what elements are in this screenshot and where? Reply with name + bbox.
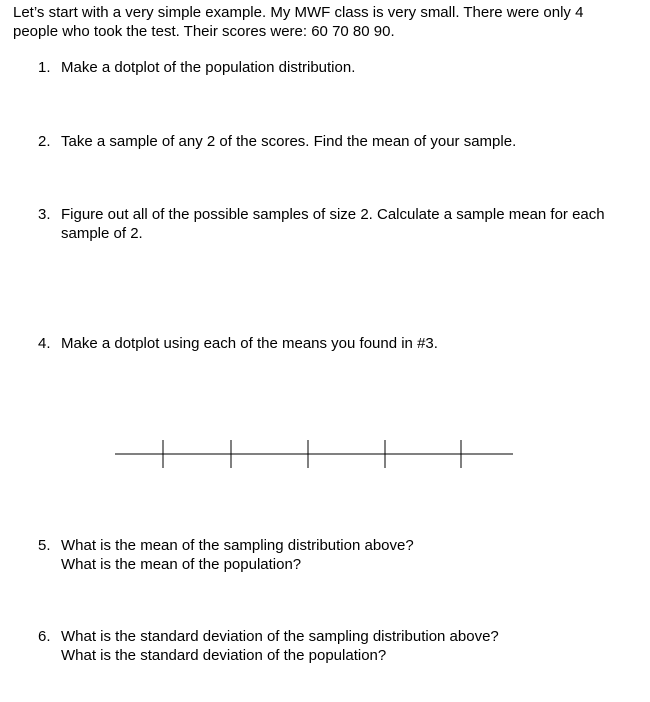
number-line <box>115 438 515 470</box>
question-number: 1. <box>38 59 51 76</box>
intro-line-1: Let’s start with a very simple example. My MWF class is very small. There were only 4 <box>13 4 584 21</box>
intro-paragraph <box>13 3 643 41</box>
question-text: What is the standard deviation of the population? <box>61 647 387 664</box>
question-number: 4. <box>38 335 51 352</box>
question-4 <box>38 334 646 353</box>
question-text: What is the standard deviation of the sampling distribution above? <box>61 628 499 645</box>
question-text: What is the mean of the population? <box>61 556 302 573</box>
question-number: 6. <box>38 628 51 645</box>
question-5 <box>38 536 646 574</box>
question-number: 2. <box>38 133 51 150</box>
question-text: sample of 2. <box>61 225 143 242</box>
question-text: Make a dotplot of the population distribution. <box>61 59 356 76</box>
question-text: What is the mean of the sampling distribution above? <box>61 537 414 554</box>
question-1 <box>38 58 646 77</box>
question-2 <box>38 132 646 151</box>
question-6 <box>38 627 646 665</box>
question-text: Make a dotplot using each of the means you found in #3. <box>61 335 438 352</box>
question-number: 3. <box>38 206 51 223</box>
question-3 <box>38 205 646 243</box>
question-text: Figure out all of the possible samples of size 2. Calculate a sample mean for each <box>61 206 605 223</box>
intro-line-2: people who took the test. Their scores were: 60 70 80 90. <box>13 23 395 40</box>
question-text: Take a sample of any 2 of the scores. Find the mean of your sample. <box>61 133 517 150</box>
question-number: 5. <box>38 537 51 554</box>
